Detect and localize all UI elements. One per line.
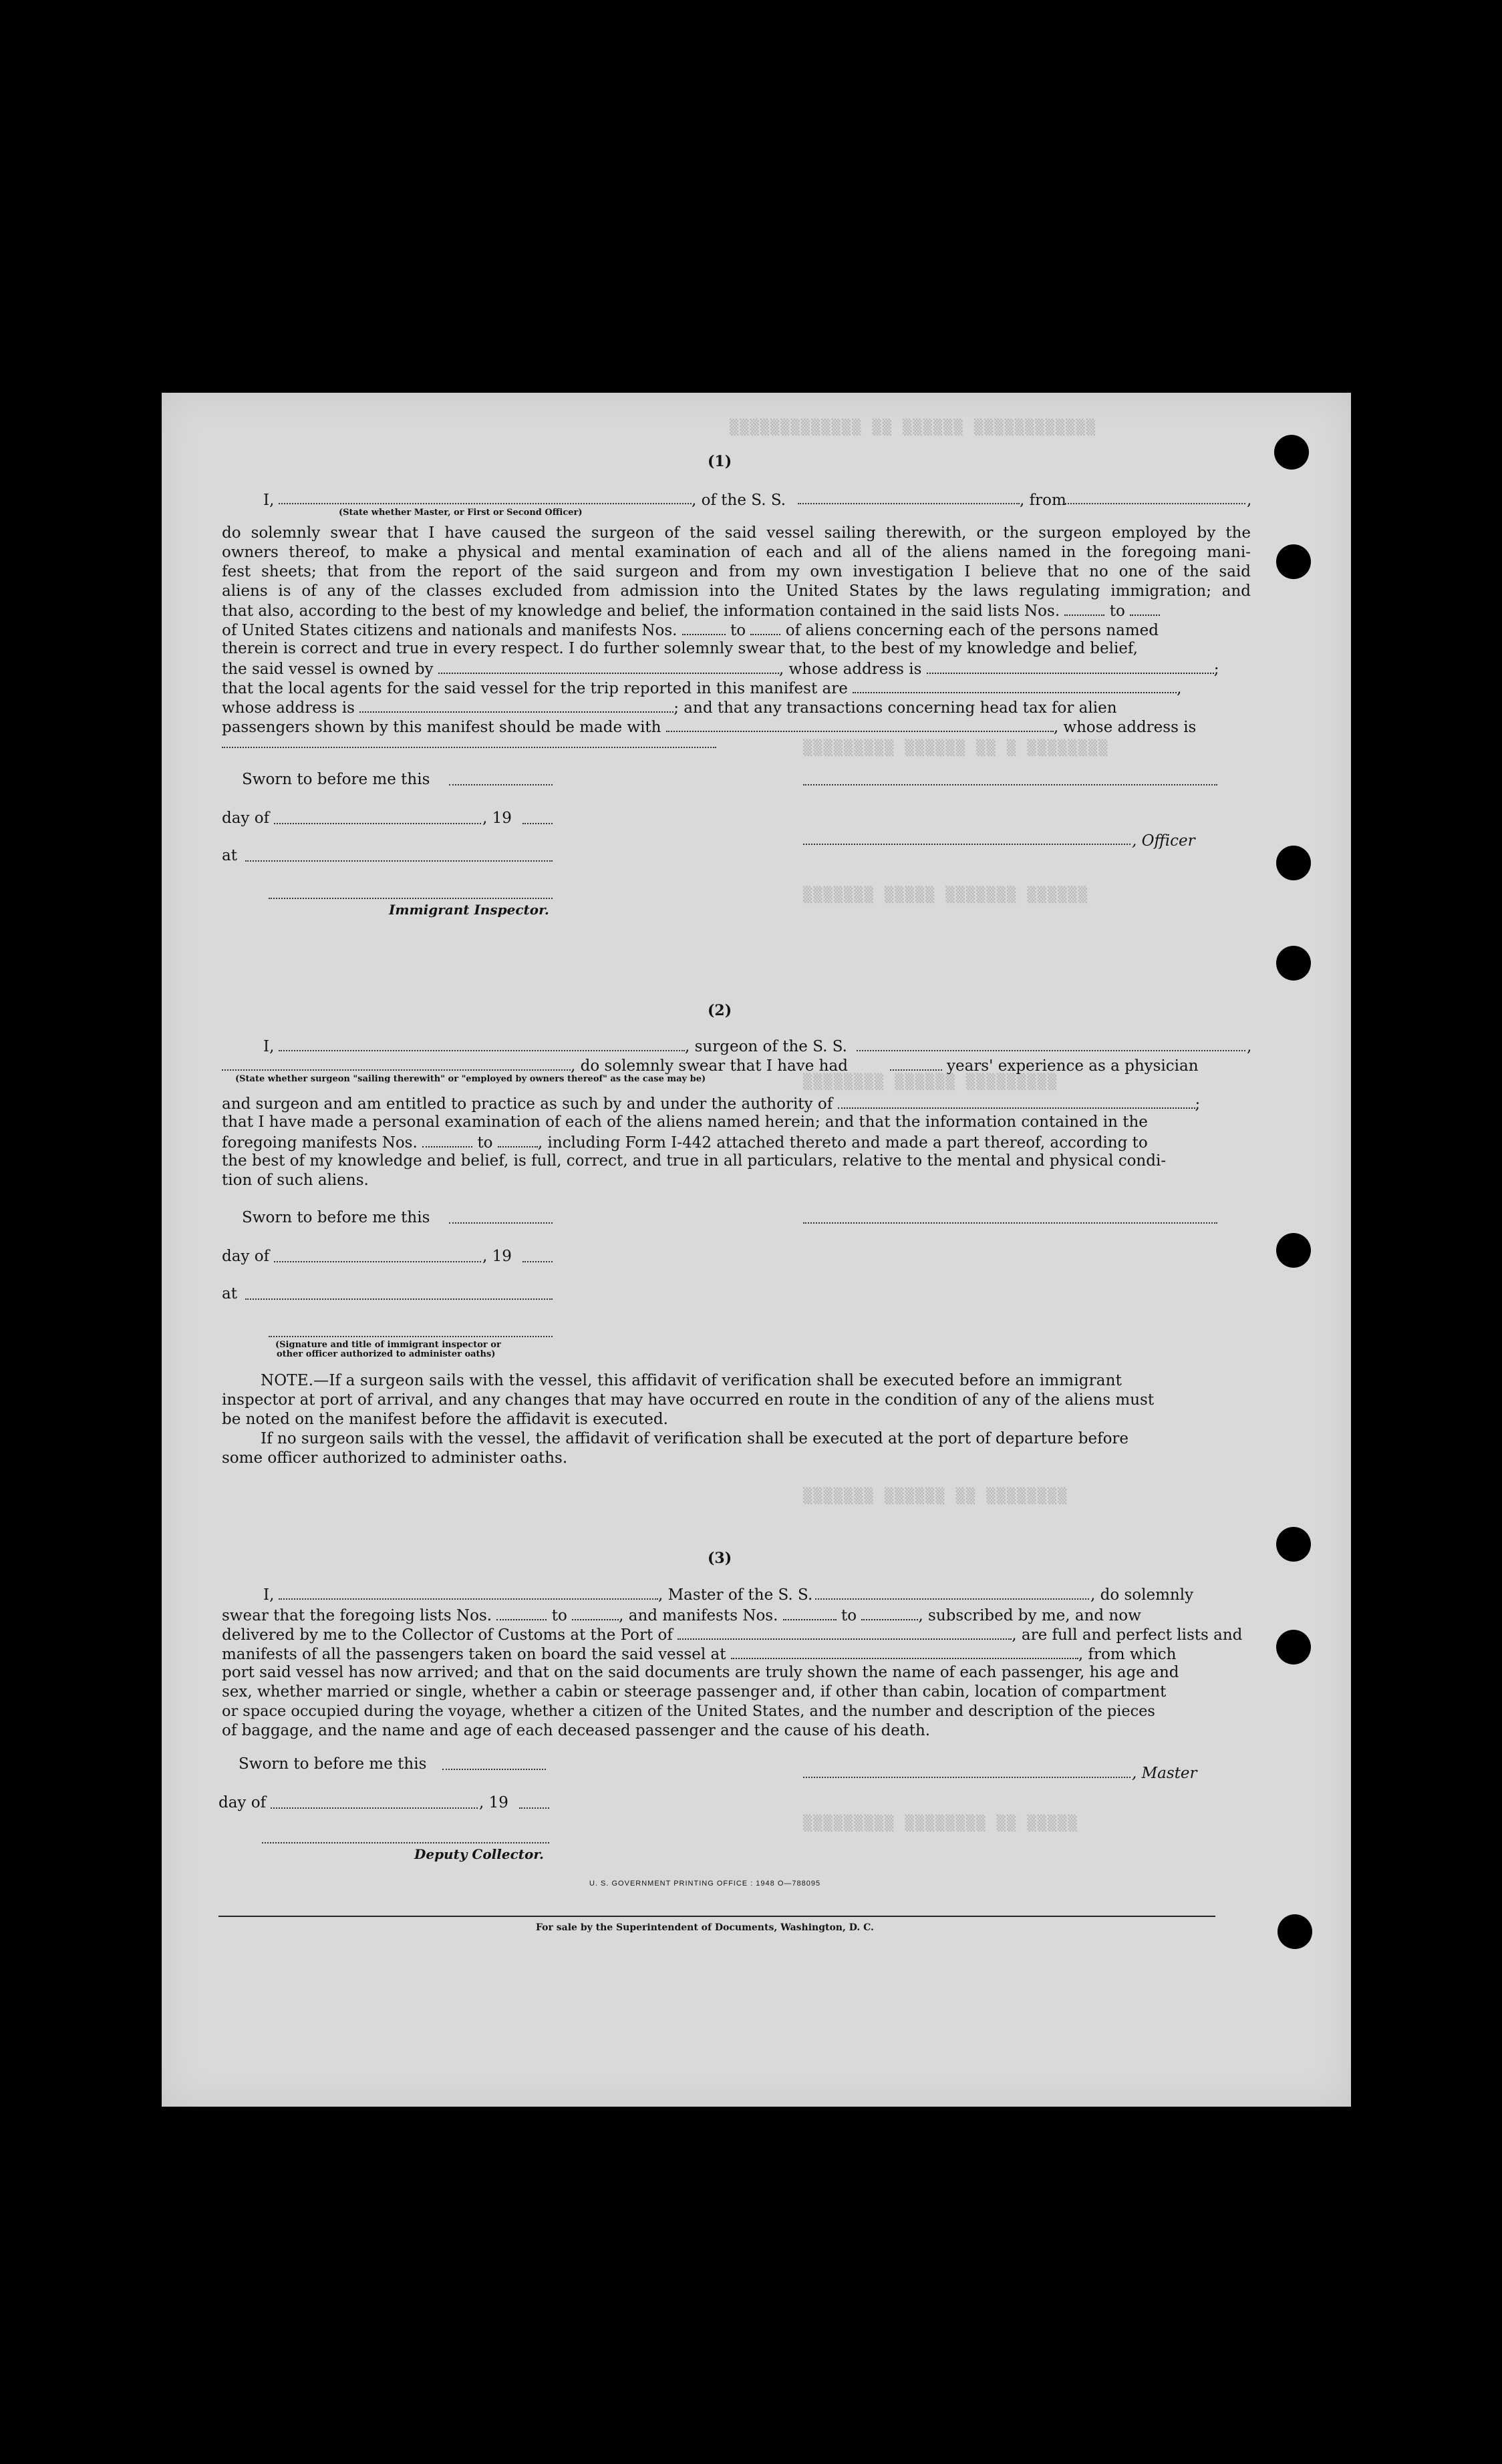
years-blank bbox=[890, 1069, 942, 1071]
examination-line: that I have made a personal examination of each of the aliens named herein; and that the information contained in the bbox=[222, 1113, 1148, 1131]
note-line-3: be noted on the manifest before the affidavit is executed. bbox=[222, 1411, 668, 1428]
note-line-2: inspector at port of arrival, and any changes that may have occurred en route in the condition of any of the aliens must bbox=[222, 1391, 1155, 1409]
master-signature-blank bbox=[803, 1777, 1131, 1778]
punch-hole bbox=[1276, 1233, 1311, 1268]
gpo-imprint: U. S. GOVERNMENT PRINTING OFFICE : 1948 O—788095 bbox=[589, 1880, 821, 1888]
rank-caption: (State whether Master, or First or Second Officer) bbox=[339, 508, 583, 518]
punch-hole bbox=[1274, 435, 1309, 470]
sworn-date-blank bbox=[449, 1222, 553, 1224]
year-blank bbox=[519, 1807, 549, 1809]
comma: , bbox=[1247, 1038, 1252, 1055]
sworn-label: Sworn to before me this bbox=[239, 1755, 427, 1773]
sworn-label: Sworn to before me this bbox=[242, 771, 430, 788]
knowledge-belief-line: the best of my knowledge and belief, is full, correct, and true in all particulars, relative to the mental and physical condi- bbox=[222, 1152, 1167, 1170]
local-agents-line: that the local agents for the said vessel for the trip reported in this manifest are , bbox=[222, 680, 1182, 697]
lists-nos-line: that also, according to the best of my knowledge and belief, the information contained in the said lists Nos. to bbox=[222, 601, 1160, 620]
collector-port-line: delivered by me to the Collector of Customs at the Port of , are full and perfect lists and bbox=[222, 1626, 1243, 1644]
surgeon-status-blank bbox=[279, 1050, 685, 1051]
punch-hole bbox=[1276, 946, 1311, 981]
inspector-signature-blank bbox=[269, 898, 553, 899]
section-3-number: (3) bbox=[708, 1550, 732, 1567]
surgeon-name-blank bbox=[222, 1069, 571, 1071]
bleed-through-text: ▒▒▒▒▒▒▒▒▒ ▒▒▒▒▒▒ ▒▒ ▒ ▒▒▒▒▒▒▒▒ bbox=[803, 740, 1109, 757]
head-tax-line: passengers shown by this manifest should be made with , whose address is bbox=[222, 719, 1197, 736]
bleed-through-text: ▒▒▒▒▒▒▒▒▒▒▒▒▒ ▒▒ ▒▒▒▒▒▒ ▒▒▒▒▒▒▒▒▒▒▒▒ bbox=[730, 419, 1096, 436]
at-blank bbox=[245, 860, 553, 862]
owned-by-line: the said vessel is owned by , whose address is ; bbox=[222, 661, 1219, 678]
from-label: , from bbox=[1020, 492, 1066, 509]
head-tax-address-blank bbox=[222, 747, 716, 748]
master-label: , Master bbox=[1132, 1765, 1197, 1782]
note-line-1: NOTE.—If a surgeon sails with the vessel, this affidavit of verification shall be executed before an immigrant bbox=[261, 1372, 1122, 1389]
punch-hole bbox=[1276, 846, 1311, 880]
master-name-blank bbox=[279, 1598, 658, 1600]
master-ship-blank bbox=[815, 1598, 1089, 1600]
day-of-blank bbox=[274, 823, 481, 824]
punch-hole bbox=[1276, 544, 1311, 579]
section-1-i: I, bbox=[263, 492, 275, 509]
section-2-number: (2) bbox=[708, 1002, 732, 1019]
year-label: , 19 bbox=[482, 1248, 512, 1265]
note-line-4: If no surgeon sails with the vessel, the affidavit of verification shall be executed at the port of departure before bbox=[261, 1430, 1129, 1447]
punch-hole bbox=[1276, 1630, 1311, 1664]
from-port-blank bbox=[1065, 503, 1245, 504]
at-label: at bbox=[222, 1285, 237, 1302]
year-blank bbox=[522, 1261, 553, 1262]
voyage-line: or space occupied during the voyage, whether a citizen of the United States, and the number and description of the pieces bbox=[222, 1703, 1155, 1720]
collector-signature-blank bbox=[262, 1842, 549, 1843]
signature-caption-1: (Signature and title of immigrant inspector or bbox=[275, 1340, 501, 1350]
year-label: , 19 bbox=[482, 810, 512, 827]
day-of-blank bbox=[274, 1261, 481, 1262]
officer-label: , Officer bbox=[1132, 832, 1195, 850]
signature-caption-2: other officer authorized to administer oaths) bbox=[277, 1349, 496, 1359]
bleed-through-text: ▒▒▒▒▒▒▒ ▒▒▒▒▒▒ ▒▒ ▒▒▒▒▒▒▒▒ bbox=[803, 1488, 1068, 1505]
punch-hole bbox=[1278, 1914, 1312, 1949]
lists-nos-line: swear that the foregoing lists Nos. to , and manifests Nos. to , subscribed by me, and now bbox=[222, 1607, 1141, 1624]
day-of-label: day of bbox=[222, 1248, 270, 1265]
day-of-label: day of bbox=[222, 810, 270, 827]
surgeon-of-label: , surgeon of the S. S. bbox=[685, 1038, 847, 1055]
sworn-label: Sworn to before me this bbox=[242, 1209, 430, 1226]
year-label: , 19 bbox=[479, 1794, 508, 1811]
officer-signature-blank bbox=[803, 844, 1131, 845]
surgeon-signature-blank bbox=[803, 1222, 1217, 1224]
passenger-status-line: sex, whether married or single, whether a cabin or steerage passenger and, if other than cabin, location of compartment bbox=[222, 1683, 1167, 1701]
taken-on-board-line: manifests of all the passengers taken on board the said vessel at , from which bbox=[222, 1646, 1177, 1663]
condition-line: tion of such aliens. bbox=[222, 1172, 369, 1189]
section-2-i: I, bbox=[263, 1038, 275, 1055]
sworn-date-blank bbox=[442, 1769, 546, 1770]
footer-rule bbox=[218, 1916, 1215, 1917]
baggage-line: of baggage, and the name and age of each deceased passenger and the cause of his death. bbox=[222, 1722, 931, 1739]
punch-hole bbox=[1276, 1527, 1311, 1562]
correct-true-line: therein is correct and true in every respect. I do further solemnly swear that, to the best of my knowledge and belief, bbox=[222, 640, 1138, 657]
bleed-through-text: ▒▒▒▒▒▒▒▒▒ ▒▒▒▒▒▒▒▒ ▒▒ ▒▒▒▒▒ bbox=[803, 1815, 1078, 1832]
surgeon-caption: (State whether surgeon "sailing therewith" or "employed by owners thereof" as the case may be) bbox=[235, 1074, 706, 1084]
sale-notice: For sale by the Superintendent of Documents, Washington, D. C. bbox=[536, 1922, 874, 1933]
arrival-line: port said vessel has now arrived; and that on the said documents are truly shown the name of each passenger, his age and bbox=[222, 1664, 1179, 1681]
at-label: at bbox=[222, 847, 237, 864]
do-solemnly-label: , do solemnly swear that I have had bbox=[571, 1057, 848, 1075]
day-of-label: day of bbox=[218, 1794, 267, 1811]
do-solemnly-label: , do solemnly bbox=[1090, 1586, 1194, 1604]
section-3-i: I, bbox=[263, 1586, 275, 1604]
year-blank bbox=[522, 823, 553, 824]
note-line-5: some officer authorized to administer oaths. bbox=[222, 1449, 568, 1467]
manifest-page bbox=[162, 393, 1351, 2107]
rank-blank bbox=[279, 503, 692, 504]
deputy-collector-label: Deputy Collector. bbox=[414, 1846, 545, 1862]
at-blank bbox=[245, 1298, 553, 1300]
bleed-through-text: ▒▒▒▒▒▒▒▒ ▒▒▒▒▒▒ ▒▒▒▒▒▒▒▒▒ bbox=[803, 1074, 1058, 1091]
officer-signature-blank bbox=[269, 1336, 553, 1337]
immigrant-inspector-label: Immigrant Inspector. bbox=[389, 902, 549, 918]
foregoing-manifests-line: foregoing manifests Nos. to , including Form I-442 attached thereto and made a part thereof, according to bbox=[222, 1134, 1148, 1152]
day-of-blank bbox=[271, 1807, 478, 1809]
oath-paragraph-1: do solemnly swear that I have caused the surgeon of the said vessel sailing therewith, or the surgeon employed by the owners thereof, to make a physical and mental examination of each and all of the aliens named in the foregoing mani- fest sheets; that from the report of the said surgeon and from my own investigation I believe that no one of the said aliens is of any of the classes excluded from admission into the United States by the laws regulating immigration; and bbox=[222, 524, 1251, 600]
bleed-through-text: ▒▒▒▒▒▒▒ ▒▒▒▒▒ ▒▒▒▒▒▒▒ ▒▒▒▒▒▒ bbox=[803, 887, 1088, 904]
of-ss-label: , of the S. S. bbox=[692, 492, 786, 509]
authority-line: and surgeon and am entitled to practice as such by and under the authority of ; bbox=[222, 1095, 1201, 1113]
comma: , bbox=[1247, 492, 1252, 509]
officer-address-blank bbox=[803, 784, 1217, 785]
agents-address-line: whose address is ; and that any transactions concerning head tax for alien bbox=[222, 699, 1117, 717]
sworn-date-blank bbox=[449, 784, 553, 785]
section-1-number: (1) bbox=[708, 453, 732, 470]
ship-name-blank bbox=[798, 503, 1020, 504]
master-of-label: , Master of the S. S. bbox=[658, 1586, 813, 1604]
manifests-nos-line: of United States citizens and nationals and manifests Nos. to of aliens concerning each of the persons named bbox=[222, 622, 1159, 639]
years-experience-label: years' experience as a physician bbox=[947, 1057, 1199, 1075]
surgeon-ship-blank bbox=[857, 1050, 1245, 1051]
